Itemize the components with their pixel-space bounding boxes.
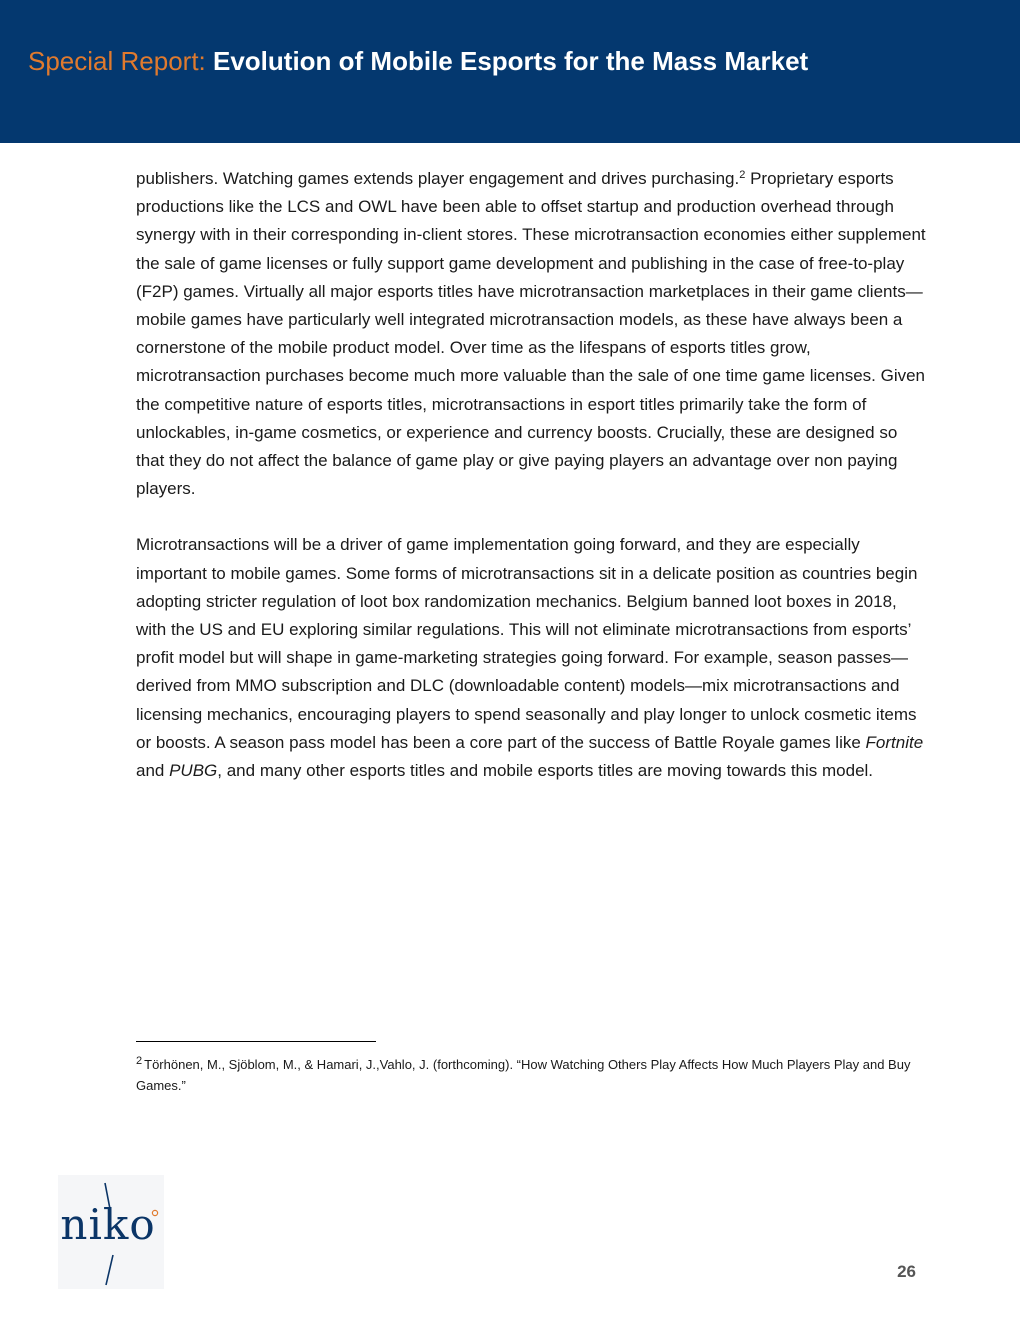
footnote-text: Törhönen, M., Sjöblom, M., & Hamari, J.,Vahlo, J. (forthcoming). “How Watching Others Play Affects How Much Players Play and Buy Games.” (136, 1057, 911, 1093)
paragraph-1 (136, 165, 926, 503)
niko-logo (58, 1175, 164, 1289)
pubg-title: PUBG (169, 761, 218, 781)
logo-wordmark: niko (60, 1200, 156, 1249)
footnote-reference[interactable]: 2 (739, 169, 746, 181)
paragraph-2-start: Microtransactions will be a driver of game implementation going forward, and they are especially important to mobile games. Some forms of microtransactions sit in a delicate position as countries begin adopting stricter regulation of loot box randomization mechanics. Belgium banned loot boxes in 2018, with the US and EU exploring similar regulations. This will not eliminate microtransactions from esports’ profit model but will shape in game-marketing strategies going forward. For example, season passes—derived from MMO subscription and DLC (downloadable content) models—mix microtransactions and licensing mechanics, encouraging players to spend seasonally and play longer to unlock cosmetic items or boosts. A season pass model has been a core part of the success of Battle Royale games like (136, 535, 918, 752)
paragraph-2-and: and (136, 761, 170, 781)
paragraph-2 (136, 531, 926, 785)
footnote-separator (136, 1041, 376, 1042)
report-header (0, 0, 1020, 143)
fortnite-title: Fortnite (865, 732, 924, 752)
report-title (28, 44, 808, 78)
paragraph-1-rest: Proprietary esports productions like the LCS and OWL have been able to offset startup and production overhead through synergy with in their corresponding in-client stores. These microtransaction economies either supplement the sale of game licenses or fully support game development and publishing in the case of free-to-play (F2P) games. Virtually all major esports titles have microtransaction marketplaces in their game clients—mobile games have particularly well integrated microtransaction models, as these have always been a cornerstone of the mobile product model. Over time as the lifespans of esports titles grow, microtransaction purchases become much more valuable than the sale of one time game licenses. Given the competitive nature of esports titles, microtransactions in esport titles primarily take the form of unlockables, in-game cosmetics, or experience and currency boosts. Crucially, these are designed so that they do not affect the balance of game play or give paying players an advantage over non paying players. (136, 169, 926, 499)
report-label: Special Report: (28, 46, 206, 76)
body-text (136, 165, 926, 785)
page-number: 26 (897, 1262, 916, 1281)
footnote-number: 2 (136, 1055, 143, 1067)
report-title-text: Evolution of Mobile Esports for the Mass Market (213, 46, 809, 76)
paragraph-2-rest: , and many other esports titles and mobile esports titles are moving towards this model. (217, 761, 874, 781)
paragraph-1-start: publishers. Watching games extends player engagement and drives purchasing. (136, 169, 740, 188)
footnote (136, 1054, 926, 1096)
